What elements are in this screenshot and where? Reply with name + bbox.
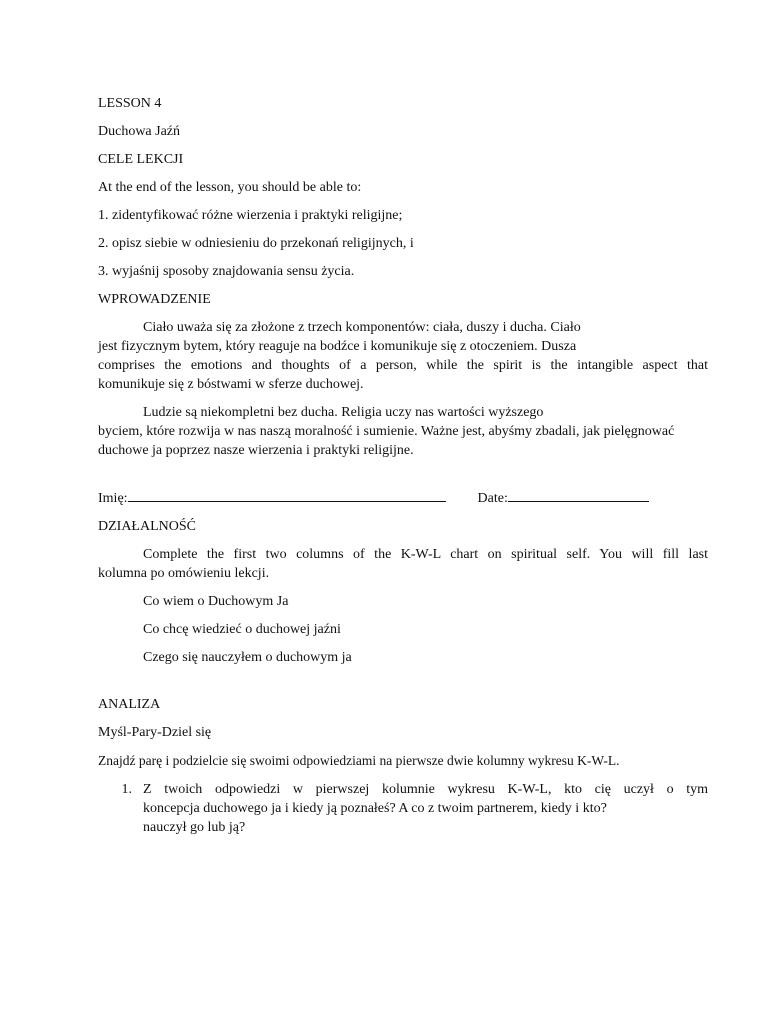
intro-paragraph-1 — [98, 318, 708, 394]
objectives-intro: At the end of the lesson, you should be able to: — [98, 180, 362, 195]
pair-instruction: Znajdź parę i podzielcie się swoimi odpowiedziami na pierwsze dwie kolumny wykresu K-W-L. — [98, 753, 620, 768]
objectives-heading: CELE LEKCJI — [98, 152, 184, 167]
lesson-number: LESSON 4 — [98, 96, 162, 111]
name-label: Imię: — [98, 491, 128, 506]
think-pair-share: Myśl-Pary-Dziel się — [98, 725, 212, 740]
intro-p2-line: Ludzie są niekompletni bez ducha. Religia uczy nas wartości wyższego — [143, 405, 544, 420]
intro-p1-line: comprises the emotions and thoughts of a person, while the spirit is the intangible aspect that — [98, 358, 708, 373]
question-text — [143, 780, 708, 837]
question-line: nauczył go lub ją? — [143, 820, 246, 835]
objective-item: 2. opisz siebie w odniesieniu do przekonań religijnych, i — [98, 236, 414, 251]
name-date-row — [98, 487, 708, 508]
kwl-column-know: Co wiem o Duchowym Ja — [143, 594, 289, 609]
intro-p2-line: byciem, które rozwija w nas naszą moralność i sumienie. Ważne jest, abyśmy zbadali, jak pielęgnować — [98, 424, 675, 439]
analysis-heading: ANALIZA — [98, 697, 161, 712]
intro-heading: WPROWADZENIE — [98, 292, 211, 307]
question-line: Z twoich odpowiedzi w pierwszej kolumnie wykresu K-W-L, kto cię uczył o tym — [143, 782, 708, 797]
name-field[interactable] — [128, 487, 446, 502]
question-line: koncepcja duchowego ja i kiedy ją poznałeś? A co z twoim partnerem, kiedy i kto? — [143, 801, 607, 816]
kwl-column-want: Co chcę wiedzieć o duchowej jaźni — [143, 622, 341, 637]
question-number: 1. — [121, 782, 132, 797]
date-field[interactable] — [508, 487, 649, 502]
intro-p1-line: jest fizycznym bytem, który reaguje na bodźce i komunikuje się z otoczeniem. Dusza — [98, 339, 577, 354]
question-item — [98, 780, 708, 837]
activity-line: kolumna po omówieniu lekcji. — [98, 566, 270, 581]
intro-p1-line: Ciało uważa się za złożone z trzech komponentów: ciała, duszy i ducha. Ciało — [143, 320, 581, 335]
document-page — [98, 94, 708, 837]
objective-item: 3. wyjaśnij sposoby znajdowania sensu życia. — [98, 264, 355, 279]
activity-text — [98, 545, 708, 583]
intro-p2-line: duchowe ja poprzez nasze wierzenia i praktyki religijne. — [98, 443, 414, 458]
activity-heading: DZIAŁALNOŚĆ — [98, 519, 196, 534]
date-label: Date: — [477, 491, 508, 506]
activity-line: Complete the first two columns of the K-W-L chart on spiritual self. You will fill last — [143, 547, 708, 562]
objective-item: 1. zidentyfikować różne wierzenia i praktyki religijne; — [98, 208, 403, 223]
kwl-column-learned: Czego się nauczyłem o duchowym ja — [143, 650, 352, 665]
intro-p1-line: komunikuje się z bóstwami w sferze duchowej. — [98, 377, 364, 392]
lesson-title: Duchowa Jaźń — [98, 124, 181, 139]
intro-paragraph-2 — [98, 403, 708, 460]
